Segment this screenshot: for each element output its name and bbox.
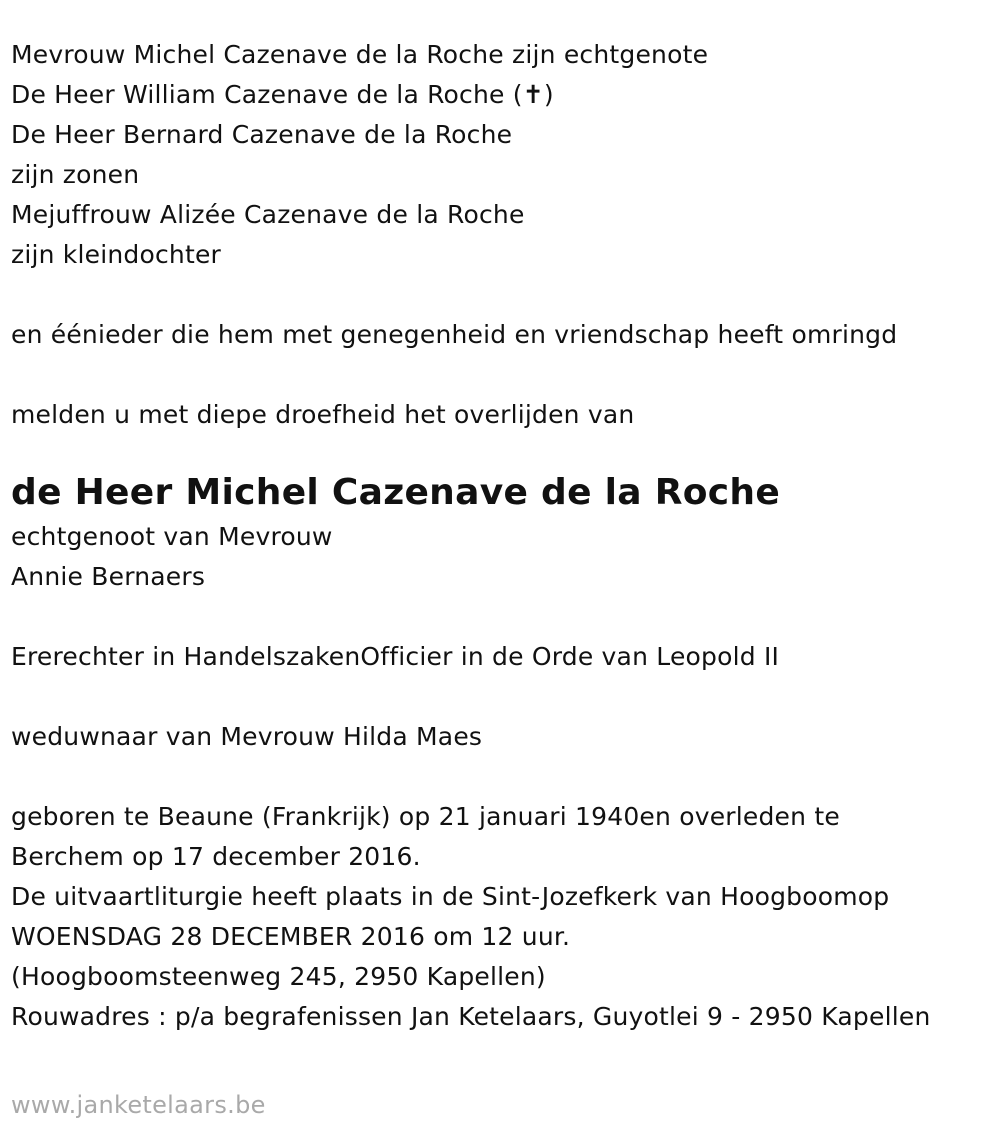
condolence-address-line: Rouwadres : p/a begrafenissen Jan Ketelaars, Guyotlei 9 - 2950 Kapellen: [11, 1002, 931, 1031]
spacer: [11, 355, 991, 395]
spacer: [11, 757, 991, 797]
spacer: [11, 597, 991, 637]
family-line-spouse: Mevrouw Michel Cazenave de la Roche zijn echtgenote: [11, 40, 709, 69]
website-watermark: www.janketelaars.be: [11, 1091, 266, 1119]
spacer: [11, 677, 991, 717]
spouse-line-2: Annie Bernaers: [11, 562, 206, 591]
obituary-notice: [11, 35, 991, 1037]
widower-line: weduwnaar van Mevrouw Hilda Maes: [11, 722, 483, 751]
spacer: [11, 435, 991, 465]
family-line-granddaughter-label: zijn kleindochter: [11, 240, 222, 269]
spacer: [11, 275, 991, 315]
family-line-granddaughter: Mejuffrouw Alizée Cazenave de la Roche: [11, 200, 525, 229]
family-line-son-bernard: De Heer Bernard Cazenave de la Roche: [11, 120, 513, 149]
birth-death-line-1: geboren te Beaune (Frankrijk) op 21 januari 1940en overleden te: [11, 802, 840, 831]
funeral-address-line: (Hoogboomsteenweg 245, 2950 Kapellen): [11, 962, 546, 991]
spouse-line-1: echtgenoot van Mevrouw: [11, 522, 333, 551]
titles-line: Ererechter in HandelszakenOfficier in de Orde van Leopold II: [11, 642, 780, 671]
family-line-sons-label: zijn zonen: [11, 160, 140, 189]
funeral-date-line: WOENSDAG 28 DECEMBER 2016 om 12 uur.: [11, 922, 571, 951]
announcement-line: melden u met diepe droefheid het overlijden van: [11, 400, 635, 429]
birth-death-line-2: Berchem op 17 december 2016.: [11, 842, 421, 871]
others-line: en éénieder die hem met genegenheid en vriendschap heeft omringd: [11, 320, 898, 349]
funeral-line: De uitvaartliturgie heeft plaats in de Sint-Jozefkerk van Hoogboomop: [11, 882, 890, 911]
deceased-name: de Heer Michel Cazenave de la Roche: [11, 472, 781, 513]
family-line-son-william: De Heer William Cazenave de la Roche (✝): [11, 80, 554, 109]
